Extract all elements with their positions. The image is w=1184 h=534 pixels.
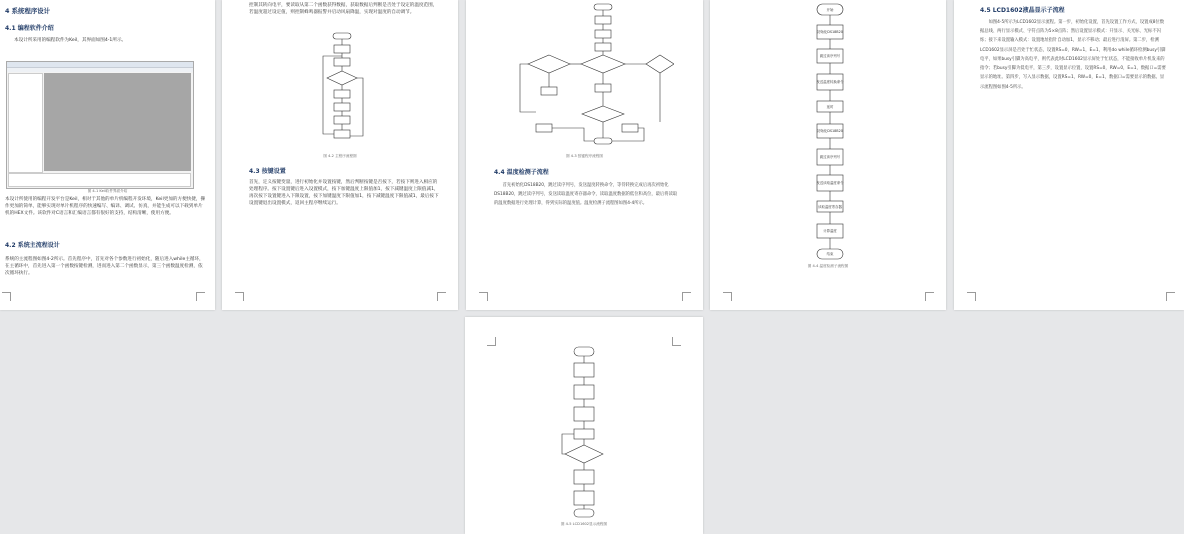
crop-mark bbox=[1166, 292, 1175, 301]
crop-mark bbox=[487, 337, 496, 346]
node-init-2: 初始化DS18B20 bbox=[817, 129, 843, 133]
keil-software-screenshot bbox=[6, 61, 194, 189]
node-calc: 计算温度 bbox=[823, 229, 837, 233]
crop-mark bbox=[682, 292, 691, 301]
section-heading-4-2: 4.2 系统主流程设计 bbox=[5, 242, 60, 249]
crop-mark bbox=[2, 292, 11, 301]
figure-caption: 图 4-3 按键程序流程图 bbox=[566, 154, 603, 158]
crop-mark bbox=[196, 292, 205, 301]
screenshot-output-panel bbox=[8, 173, 191, 187]
screenshot-project-panel bbox=[8, 73, 43, 173]
paragraph-main-flow: 系统的主流程图如图4-2所示。首先程序中，首先对各个参数进行初始化，随后进入while主循环，在主循环中，首先进入第一个函数按键检测，进而进入第二个函数显示，第三个函数温度检测，依次循环执行。 bbox=[5, 257, 204, 277]
temperature-flowchart bbox=[805, 2, 855, 260]
document-page-3 bbox=[466, 0, 703, 310]
crop-mark bbox=[479, 292, 488, 301]
document-page-1 bbox=[0, 0, 215, 310]
chapter-heading: 4 系统程序设计 bbox=[5, 7, 51, 15]
crop-mark bbox=[437, 292, 446, 301]
section-heading-4-5: 4.5 LCD1602液晶显示子流程 bbox=[980, 7, 1065, 14]
document-page-2 bbox=[222, 0, 458, 310]
section-heading-4-4: 4.4 温度检测子流程 bbox=[494, 169, 549, 176]
node-end: 结束 bbox=[826, 252, 834, 256]
document-page-4 bbox=[710, 0, 946, 310]
document-page-6 bbox=[465, 317, 703, 534]
node-init-1: 初始化DS18B20 bbox=[817, 30, 843, 34]
node-delay: 延时 bbox=[826, 105, 834, 109]
figure-caption: 图 4-5 LCD1602显示流程图 bbox=[560, 522, 608, 526]
paragraph-keys: 首先，定义按键变量，进行初始化并设置按键，然后判断按键是否按下，若按下则进入相应的处理程序。按下设置键后进入设置模式，按下加键温度上限值加1，按下减键温度上限值减1，再次按下设置键进入下限设置，按下加键温度下限值加1，按下减键温度下限值减1，最后按下设置键退出设置模式，返回主程序继续运行。 bbox=[249, 180, 439, 207]
node-skip-rom-1: 跳过读序列号 bbox=[819, 54, 841, 58]
intro-line: 本设计所采用的编程软件为Keil，其界面如图4-1所示。 bbox=[14, 38, 127, 43]
figure-caption: 图 4-4 温度检测子流程图 bbox=[807, 264, 849, 268]
screenshot-toolbar bbox=[7, 68, 193, 72]
main-flowchart bbox=[317, 32, 367, 146]
paragraph-lcd: 如图4-5所示为LCD1602显示流程。第一步，初始化设置，首先设置工作方式，设置成8位数据总线、两行显示模式、字符点阵为5×8点阵；然后设置显示模式：开显示、关光标、光标不闪烁；接下来设置输入模式：设置地址指针自动加1，显示不移动；最后进行清屏。第二步，检测LCD1602显示屏是否处于忙状态，设置RS=0，RW=1，E=1，利用do while循环检测busy引脚电平，如果busy引脚为高电平，则代表此时LCD1602显示屏处于忙状态，不能接收单片机发来的指令；若busy引脚为低电平，第三步，设置显示位置，设置RS=0，RW=0，E=1，数据口=需要显示的地址。第四步，写入显示数据，设置RS=1，RW=0，E=1，数据口=需要显示的数据。显示流程图如图4-5所示。 bbox=[980, 20, 1166, 90]
section-heading-4-1: 4.1 编程软件介绍 bbox=[5, 25, 54, 32]
key-flowchart bbox=[514, 2, 674, 152]
figure-caption: 图 4-2 主程序流程图 bbox=[323, 154, 357, 158]
crop-mark bbox=[967, 292, 976, 301]
node-start: 开始 bbox=[826, 8, 834, 12]
top-text: 控制其转向电平，要读取从第二个函数获得数据，获取数据后判断是否处于设定的温度范围，若温度超过设定值，则控制蜂鸣器报警并启动风扇降温，实现对温度的自动调节。 bbox=[249, 3, 438, 16]
paragraph-keil: 本设计所使用的编程开发平台是Keil，相对于其他的单片机编程开发环境，Keil更加的方便快捷，操作更加的简单，能够实现对单片机程序的快速编写、编译、调试、仿真，并能生成可以下载到单片机的HEX文件。该软件对C语言和汇编语言都有很好的支持，结构清晰，使用方便。 bbox=[5, 197, 206, 217]
node-convert: 发送温度转换命令 bbox=[816, 80, 844, 84]
crop-mark bbox=[925, 292, 934, 301]
document-page-5 bbox=[954, 0, 1184, 310]
paragraph-temperature: 首先初始化DS18B20，跳过读序列号，发送温度转换命令，等待转换完成后再次初始化DS18B20，跳过读序列号，发送读取温度寄存器命令，读取温度数据的低位和高位，最后将读取的温度数据进行处理计算，得到实际的温度值。温度检测子流程图如图4-4所示。 bbox=[494, 183, 678, 207]
figure-caption: 图 4-1 Keil软件界面介绍 bbox=[87, 189, 128, 193]
section-heading-4-3: 4.3 按键设置 bbox=[249, 168, 286, 175]
lcd-flowchart bbox=[561, 346, 607, 518]
node-read-register: 读取温度寄存器 bbox=[818, 205, 842, 209]
crop-mark bbox=[672, 337, 681, 346]
screenshot-editor-area bbox=[44, 73, 191, 171]
node-read-cmd: 发送读取温度命令 bbox=[816, 181, 844, 185]
crop-mark bbox=[235, 292, 244, 301]
crop-mark bbox=[723, 292, 732, 301]
node-skip-rom-2: 跳过读序列号 bbox=[819, 155, 841, 159]
